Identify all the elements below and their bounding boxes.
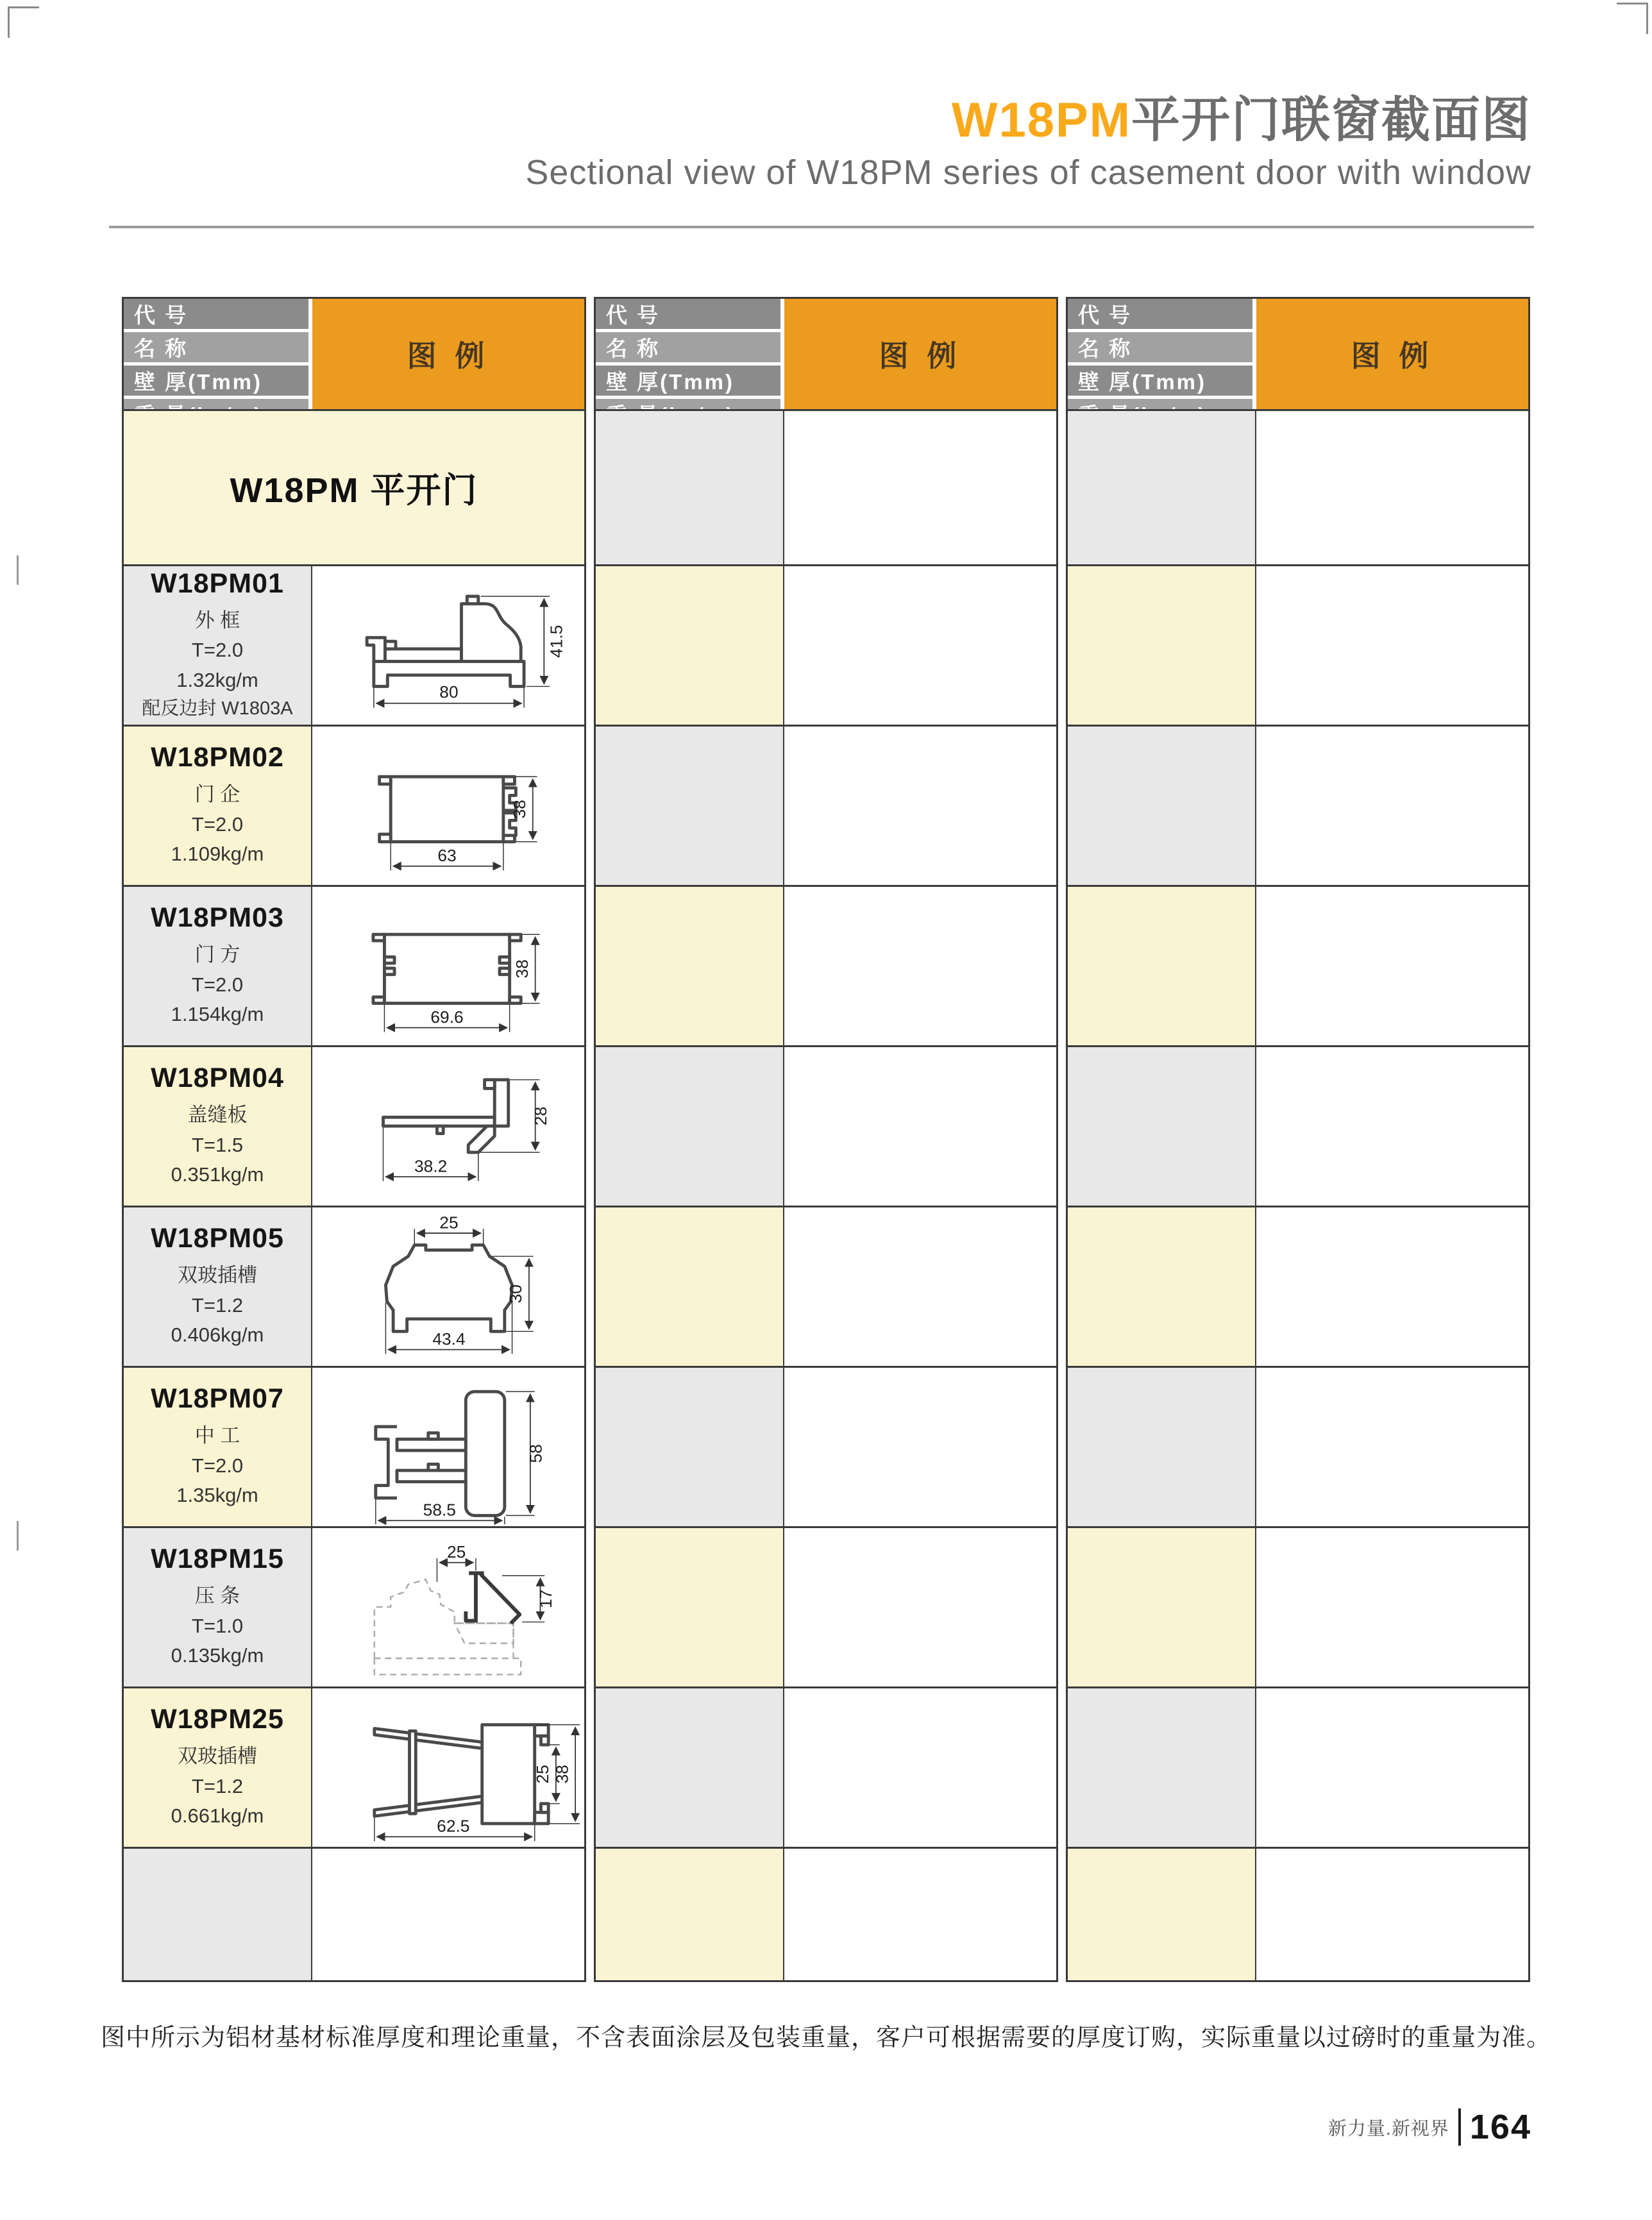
empty-label-cell — [1068, 727, 1256, 885]
header-row-name: 名 称 — [596, 332, 780, 362]
table-row-empty — [1068, 1206, 1528, 1366]
dim-width: 69.6 — [430, 1007, 464, 1027]
dim-height: 17 — [536, 1589, 556, 1608]
table-row-empty — [596, 1045, 1056, 1206]
product-weight: 0.135kg/m — [171, 1644, 264, 1667]
product-weight: 0.661kg/m — [171, 1804, 264, 1828]
header-row-code: 代 号 — [1068, 299, 1252, 329]
product-code: W18PM01 — [151, 568, 284, 599]
empty-label-cell — [596, 411, 784, 564]
dim-width: 43.4 — [432, 1329, 466, 1349]
empty-label-cell — [1068, 1368, 1256, 1526]
table-row-empty — [596, 564, 1056, 725]
profile-drawing-w18pm15 — [312, 1528, 584, 1686]
product-label-w18pm25 — [124, 1688, 312, 1847]
product-name: 中 工 — [194, 1424, 240, 1447]
table-row-empty — [124, 1847, 584, 1980]
table-row-empty — [1068, 1686, 1528, 1847]
empty-label-cell — [1068, 1207, 1256, 1366]
empty-drawing-cell — [1256, 1688, 1528, 1847]
header-row-name: 名 称 — [1068, 332, 1252, 362]
empty-drawing-cell — [1256, 1207, 1528, 1366]
group3-header — [1068, 299, 1528, 409]
product-label-w18pm02 — [124, 727, 312, 885]
product-name: 外 框 — [194, 609, 240, 632]
table-group-1 — [122, 297, 586, 1982]
product-name: 压 条 — [194, 1585, 240, 1608]
empty-drawing-cell — [784, 1849, 1056, 1980]
product-code: W18PM15 — [151, 1543, 284, 1575]
series-section-title: W18PM 平开门 — [124, 411, 584, 564]
product-thickness: T=2.0 — [191, 973, 244, 996]
empty-drawing-cell — [784, 887, 1056, 1045]
table-row-empty — [596, 1206, 1056, 1366]
product-code: W18PM25 — [151, 1704, 284, 1735]
page-title-series: W18PM — [951, 93, 1131, 147]
page-title-chinese: 平开门联窗截面图 — [1131, 93, 1531, 147]
table-row — [124, 725, 584, 885]
product-label-w18pm03 — [124, 887, 312, 1045]
page-number: 164 — [1469, 2108, 1531, 2146]
product-weight: 1.154kg/m — [171, 1003, 264, 1026]
table-row-empty — [1068, 1847, 1528, 1980]
dim-top: 25 — [439, 1212, 459, 1232]
empty-drawing-cell — [1256, 1849, 1528, 1980]
group1-header-labels — [124, 299, 312, 409]
empty-label-cell — [1068, 411, 1256, 564]
empty-label-cell — [596, 1528, 784, 1686]
table-row-empty — [596, 725, 1056, 885]
table-row — [124, 1526, 584, 1686]
product-name: 门 企 — [194, 783, 240, 806]
empty-label-cell — [596, 887, 784, 1045]
title-divider — [109, 226, 1534, 228]
page-subtitle: Sectional view of W18PM series of casement door with window — [525, 153, 1531, 192]
table-row-empty — [1068, 564, 1528, 725]
profile-drawing-w18pm01 — [312, 566, 584, 725]
table-row — [124, 1206, 584, 1366]
empty-label-cell — [596, 727, 784, 885]
table-row-empty — [1068, 885, 1528, 1045]
footnote: 图中所示为铝材基材标准厚度和理论重量，不含表面涂层及包装重量，客户可根据需要的厚度订购，实际重量以过磅时的重量为准。 — [100, 2024, 1551, 2051]
page-footer — [1328, 2107, 1531, 2147]
empty-drawing-cell — [1256, 887, 1528, 1045]
empty-label-cell — [1068, 887, 1256, 1045]
header-row-code: 代 号 — [124, 299, 308, 329]
empty-label-cell — [596, 566, 784, 725]
legend-header: 图 例 — [312, 299, 584, 409]
product-name: 盖缝板 — [187, 1104, 248, 1127]
empty-drawing-cell — [784, 1528, 1056, 1686]
header-row-name: 名 称 — [124, 332, 308, 362]
dim-height: 38 — [552, 1764, 572, 1783]
profile-drawing-w18pm04 — [312, 1047, 584, 1206]
table-row-empty — [596, 1526, 1056, 1686]
product-label-w18pm04 — [124, 1047, 312, 1206]
header-row-thickness: 壁 厚(Tmm) — [596, 366, 780, 396]
empty-label-cell — [1068, 1528, 1256, 1686]
empty-drawing-cell — [784, 566, 1056, 725]
product-thickness: T=1.0 — [191, 1614, 244, 1637]
product-weight: 1.32kg/m — [176, 668, 258, 691]
table-row-empty — [1068, 409, 1528, 564]
brand-slogan: 新力量.新视界 — [1328, 2118, 1449, 2139]
dim-inner: 25 — [533, 1764, 553, 1783]
empty-label-cell — [596, 1207, 784, 1366]
empty-label-cell — [596, 1849, 784, 1980]
table-row — [124, 1045, 584, 1206]
table-row-empty — [596, 1686, 1056, 1847]
group1-header — [124, 299, 584, 409]
product-thickness: T=1.2 — [191, 1293, 244, 1316]
product-label-w18pm01 — [124, 566, 312, 725]
crop-mark-top-left-icon — [8, 6, 39, 38]
empty-label-cell — [124, 1849, 312, 1980]
legend-header: 图 例 — [1256, 299, 1528, 409]
product-thickness: T=1.2 — [191, 1774, 244, 1797]
table-row — [124, 885, 584, 1045]
product-thickness: T=2.0 — [191, 639, 244, 661]
empty-label-cell — [1068, 1849, 1256, 1980]
crop-mark-top-right-icon — [1617, 3, 1648, 34]
dim-width: 80 — [439, 682, 459, 702]
dim-width: 38.2 — [414, 1156, 448, 1175]
dim-height: 58 — [526, 1443, 546, 1463]
table-row-empty — [596, 885, 1056, 1045]
page-title — [525, 95, 1531, 146]
table-row-empty — [596, 409, 1056, 564]
dim-width: 63 — [437, 845, 457, 865]
profile-drawing-w18pm05 — [312, 1207, 584, 1366]
profile-drawing-w18pm25 — [312, 1688, 584, 1847]
dim-height: 38 — [512, 959, 532, 979]
header-row-code: 代 号 — [596, 299, 780, 329]
profile-drawing-w18pm07 — [312, 1368, 584, 1526]
product-label-w18pm15 — [124, 1528, 312, 1686]
empty-drawing-cell — [784, 727, 1056, 885]
profile-drawing-w18pm03 — [312, 887, 584, 1045]
profile-drawing-w18pm02 — [312, 727, 584, 885]
product-code: W18PM07 — [151, 1383, 284, 1415]
empty-label-cell — [596, 1047, 784, 1206]
empty-label-cell — [1068, 1688, 1256, 1847]
table-row-empty — [596, 1847, 1056, 1980]
table-group-2 — [594, 297, 1058, 1982]
dim-height: 30 — [506, 1284, 526, 1303]
product-thickness: T=2.0 — [191, 1454, 244, 1477]
profile-table — [122, 297, 1530, 1982]
group3-header-labels — [1068, 299, 1256, 409]
table-group-3 — [1066, 297, 1530, 1982]
empty-drawing-cell — [1256, 1047, 1528, 1206]
product-weight: 1.35kg/m — [176, 1484, 258, 1507]
empty-drawing-cell — [784, 411, 1056, 564]
empty-label-cell — [596, 1368, 784, 1526]
table-row-empty — [1068, 725, 1528, 885]
dim-height: 41.5 — [546, 625, 566, 658]
dim-height: 28 — [531, 1106, 551, 1125]
group2-header-labels — [596, 299, 784, 409]
page-header — [525, 95, 1531, 192]
header-row-thickness: 壁 厚(Tmm) — [124, 366, 308, 396]
dim-top: 25 — [447, 1542, 466, 1561]
empty-label-cell — [1068, 566, 1256, 725]
product-code: W18PM04 — [151, 1063, 284, 1094]
product-thickness: T=2.0 — [191, 812, 244, 836]
empty-drawing-cell — [1256, 1528, 1528, 1686]
dim-width: 58.5 — [423, 1499, 456, 1519]
group2-header — [596, 299, 1056, 409]
product-weight: 0.351kg/m — [171, 1163, 264, 1186]
header-row-thickness: 壁 厚(Tmm) — [1068, 366, 1252, 396]
table-row-empty — [596, 1366, 1056, 1526]
empty-drawing-cell — [1256, 566, 1528, 725]
product-name: 门 方 — [194, 943, 240, 966]
table-row-empty — [1068, 1045, 1528, 1206]
product-label-w18pm07 — [124, 1368, 312, 1526]
empty-drawing-cell — [784, 1368, 1056, 1526]
registration-tick-icon — [17, 555, 19, 585]
empty-drawing-cell — [784, 1688, 1056, 1847]
footer-divider — [1458, 2108, 1461, 2146]
empty-drawing-cell — [784, 1207, 1056, 1366]
table-row-empty — [1068, 1526, 1528, 1686]
table-row — [124, 564, 584, 725]
product-weight: 1.109kg/m — [171, 843, 264, 866]
product-name: 双玻插槽 — [178, 1745, 257, 1768]
product-label-w18pm05 — [124, 1207, 312, 1366]
legend-header: 图 例 — [784, 299, 1056, 409]
product-name: 双玻插槽 — [178, 1264, 257, 1287]
empty-drawing-cell — [784, 1047, 1056, 1206]
table-row-empty — [1068, 1366, 1528, 1526]
empty-label-cell — [596, 1688, 784, 1847]
empty-drawing-cell — [1256, 1368, 1528, 1526]
product-code: W18PM03 — [151, 902, 284, 934]
registration-tick-icon — [17, 1521, 19, 1551]
empty-drawing-cell — [1256, 727, 1528, 885]
product-code: W18PM02 — [151, 742, 284, 773]
product-thickness: T=1.5 — [191, 1133, 244, 1156]
dim-height: 38 — [510, 799, 530, 819]
series-section-row — [124, 409, 584, 564]
table-row — [124, 1366, 584, 1526]
product-weight: 0.406kg/m — [171, 1324, 264, 1347]
empty-drawing-cell — [312, 1849, 584, 1980]
table-row — [124, 1686, 584, 1847]
dim-width: 62.5 — [437, 1816, 470, 1836]
empty-label-cell — [1068, 1047, 1256, 1206]
empty-drawing-cell — [1256, 411, 1528, 564]
product-code: W18PM05 — [151, 1223, 284, 1254]
product-extra: 配反边封 W1803A — [142, 698, 293, 719]
